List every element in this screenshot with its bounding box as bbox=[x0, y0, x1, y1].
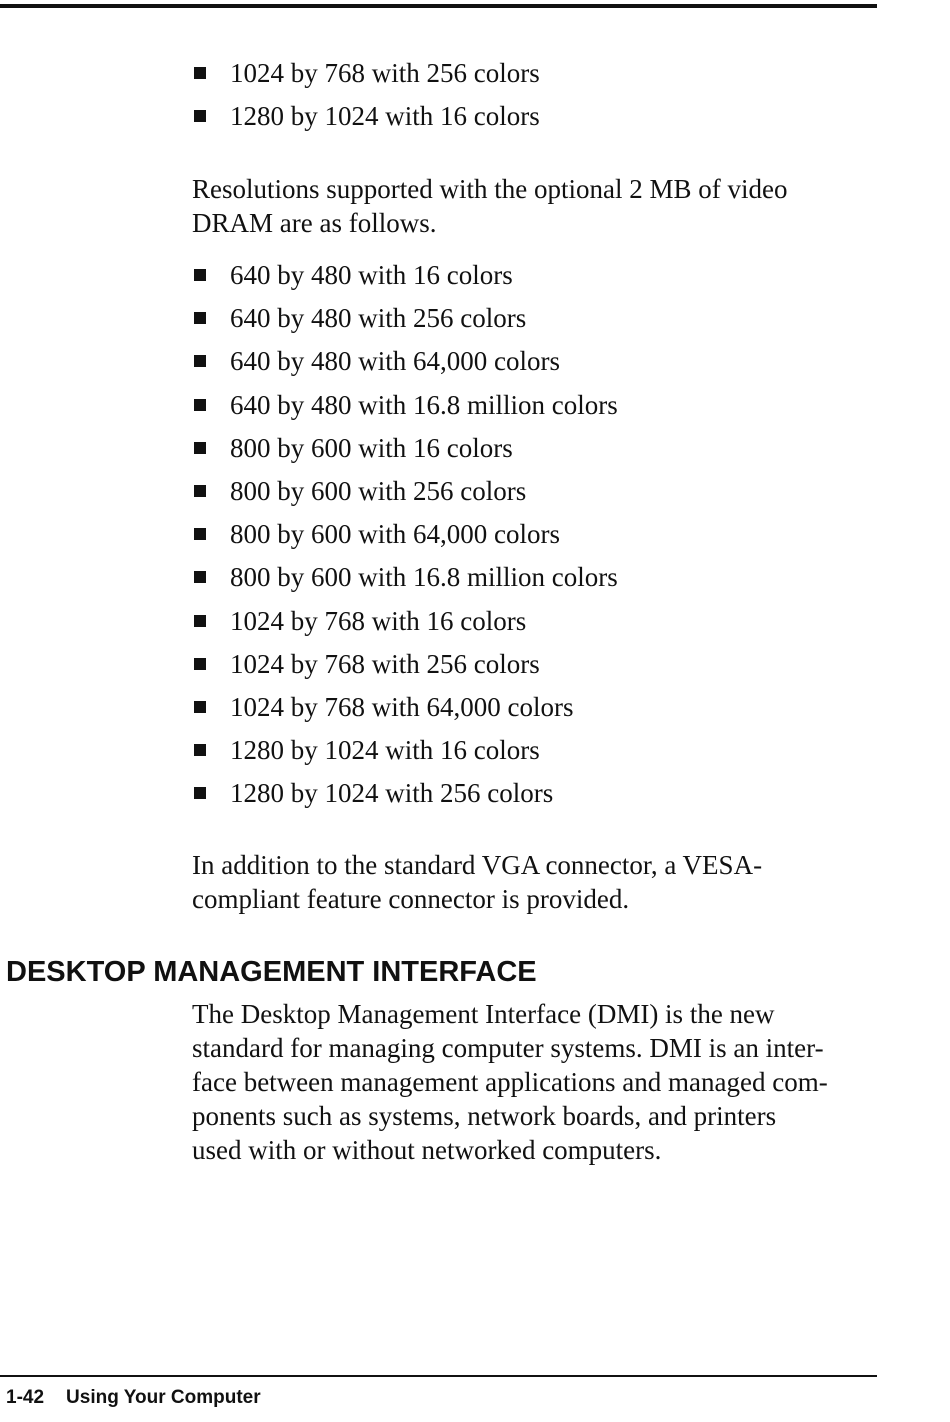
paragraph-line: standard for managing computer systems. DMI is an inter- bbox=[192, 1033, 824, 1063]
list-item bbox=[192, 99, 540, 142]
footer-rule bbox=[0, 1375, 877, 1377]
list-item bbox=[192, 604, 618, 647]
list-item-text: 800 by 600 with 256 colors bbox=[230, 475, 527, 506]
square-bullet-icon bbox=[194, 528, 206, 540]
list-item bbox=[192, 258, 618, 301]
list-item bbox=[192, 776, 618, 819]
list-item-text: 640 by 480 with 16 colors bbox=[230, 260, 513, 290]
list-item bbox=[192, 474, 618, 517]
paragraph-line: face between management applications and managed com- bbox=[192, 1067, 828, 1097]
square-bullet-icon bbox=[194, 399, 206, 411]
chapter-title: Using Your Computer bbox=[66, 1387, 261, 1408]
square-bullet-icon bbox=[194, 615, 206, 627]
connector-paragraph bbox=[192, 848, 872, 916]
square-bullet-icon bbox=[194, 787, 206, 799]
square-bullet-icon bbox=[194, 442, 206, 454]
list-item-text: 640 by 480 with 64,000 colors bbox=[230, 346, 560, 377]
paragraph-line: used with or without networked computers. bbox=[192, 1135, 662, 1165]
list-item-text: 1280 by 1024 with 256 colors bbox=[230, 778, 554, 809]
list-item-text: 640 by 480 with 256 colors bbox=[230, 303, 527, 334]
intro-paragraph bbox=[192, 172, 872, 240]
dmi-paragraph bbox=[192, 997, 872, 1167]
list-item bbox=[192, 560, 618, 603]
list-item bbox=[192, 56, 540, 99]
paragraph-line: In addition to the standard VGA connector, a VESA- bbox=[192, 850, 763, 880]
list-item-text: 1024 by 768 with 256 colors bbox=[230, 58, 540, 88]
list-item bbox=[192, 690, 618, 733]
resolution-list-continued bbox=[192, 56, 540, 142]
list-item bbox=[192, 517, 618, 560]
list-item-text: 1024 by 768 with 64,000 colors bbox=[230, 691, 574, 722]
square-bullet-icon bbox=[194, 658, 206, 670]
list-item bbox=[192, 301, 618, 344]
square-bullet-icon bbox=[194, 269, 206, 281]
list-item-text: 1280 by 1024 with 16 colors bbox=[230, 735, 540, 766]
page-footer bbox=[6, 1386, 261, 1410]
paragraph-line: ponents such as systems, network boards, and printers bbox=[192, 1101, 777, 1131]
paragraph-line: Resolutions supported with the optional 2 MB of video bbox=[192, 174, 788, 204]
list-item bbox=[192, 344, 618, 387]
square-bullet-icon bbox=[194, 312, 206, 324]
list-item-text: 1024 by 768 with 16 colors bbox=[230, 605, 527, 636]
square-bullet-icon bbox=[194, 110, 206, 122]
square-bullet-icon bbox=[194, 67, 206, 79]
list-item-text: 800 by 600 with 64,000 colors bbox=[230, 519, 560, 550]
list-item-text: 1280 by 1024 with 16 colors bbox=[230, 101, 540, 132]
section-heading: DESKTOP MANAGEMENT INTERFACE bbox=[6, 956, 537, 988]
list-item bbox=[192, 388, 618, 431]
square-bullet-icon bbox=[194, 744, 206, 756]
paragraph-line: compliant feature connector is provided. bbox=[192, 884, 630, 914]
square-bullet-icon bbox=[194, 355, 206, 367]
header-rule bbox=[0, 4, 877, 8]
square-bullet-icon bbox=[194, 701, 206, 713]
list-item-text: 640 by 480 with 16.8 million colors bbox=[230, 389, 618, 420]
page-number: 1-42 bbox=[6, 1387, 45, 1408]
list-item-text: 800 by 600 with 16 colors bbox=[230, 432, 513, 463]
paragraph-line: DRAM are as follows. bbox=[192, 208, 437, 238]
resolution-list bbox=[192, 258, 618, 819]
list-item-text: 800 by 600 with 16.8 million colors bbox=[230, 562, 618, 593]
paragraph-line: The Desktop Management Interface (DMI) is the new bbox=[192, 999, 775, 1029]
list-item-text: 1024 by 768 with 256 colors bbox=[230, 648, 540, 679]
list-item bbox=[192, 647, 618, 690]
square-bullet-icon bbox=[194, 485, 206, 497]
square-bullet-icon bbox=[194, 571, 206, 583]
list-item bbox=[192, 431, 618, 474]
list-item bbox=[192, 733, 618, 776]
